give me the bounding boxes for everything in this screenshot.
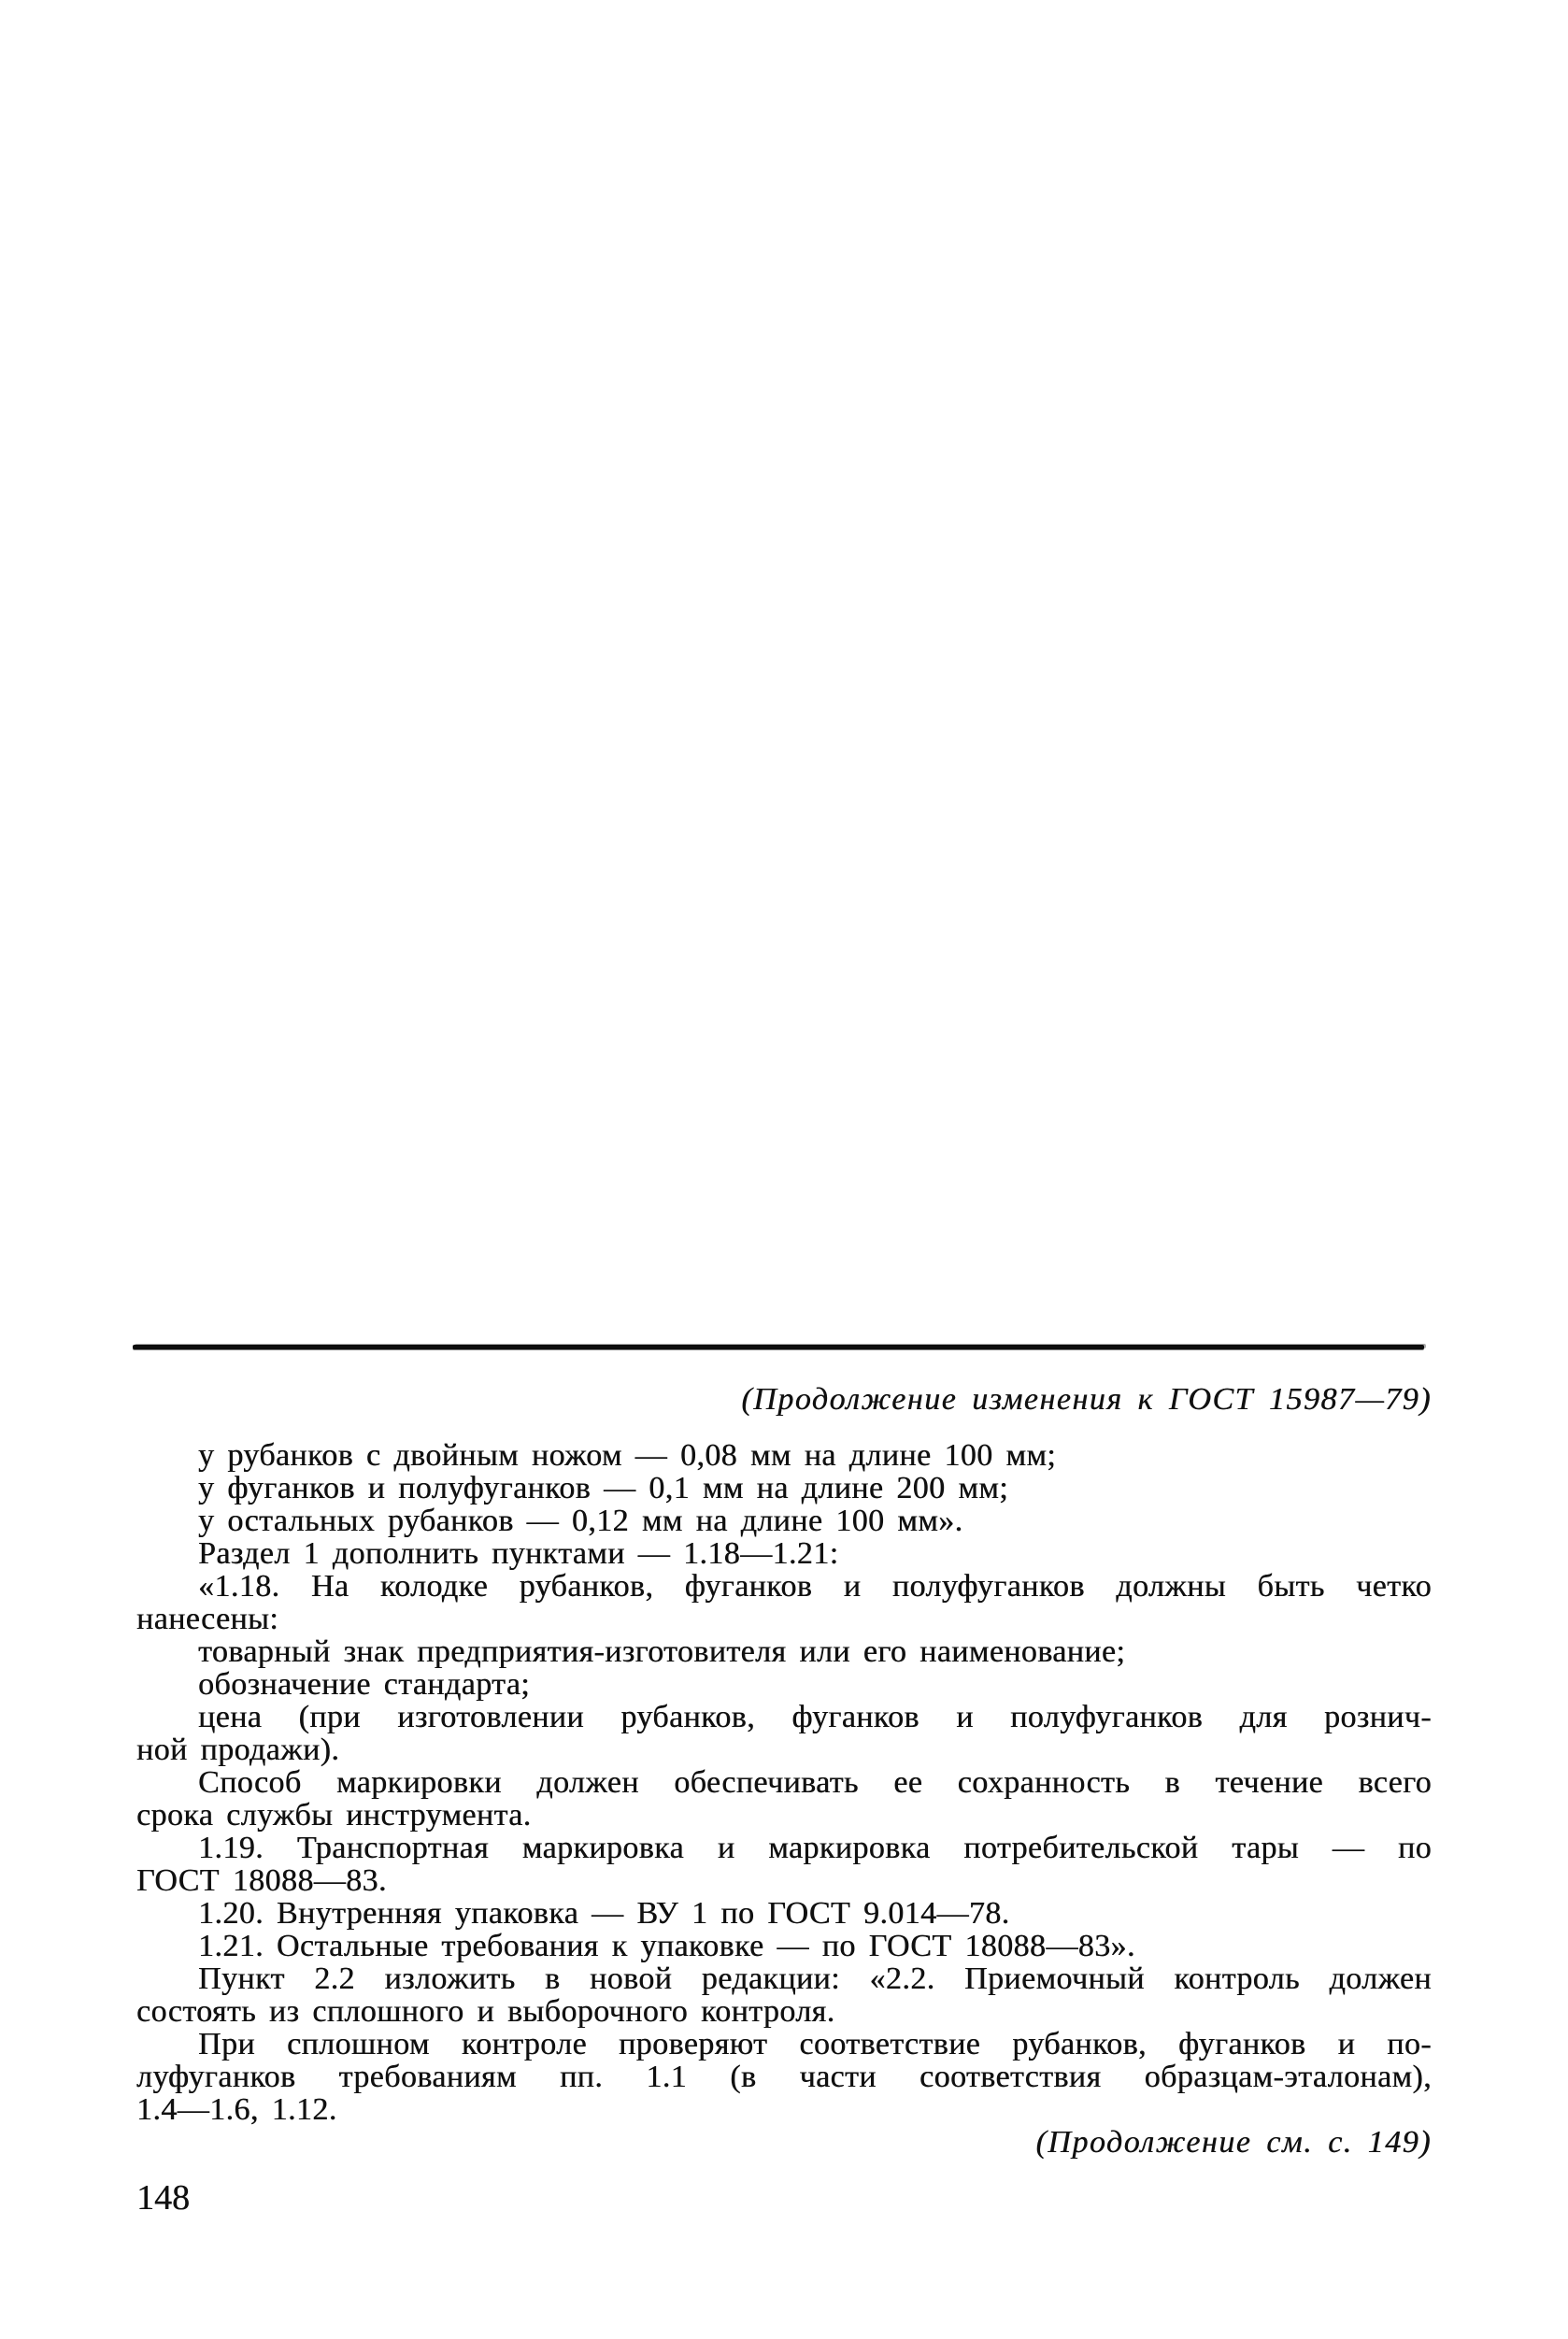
text-line: обозначение стандарта; [198,1667,531,1702]
text-line: 1.21. Остальные требования к упаковке — по ГОСТ 18088—83». [198,1929,1135,1963]
text-line: 1.20. Внутренняя упаковка — ВУ 1 по ГОСТ 9.014—78. [198,1896,1010,1931]
text-line: луфуганков требованиям пп. 1.1 (в части соответствия образцам-эталонам), [136,2060,1432,2094]
text-line: Способ маркировки должен обеспечивать ее сохранность в течение всего [198,1765,1432,1800]
continuation-footer: (Продолжение см. с. 149) [1035,2125,1432,2160]
text-line: срока службы инструмента. [136,1798,532,1833]
text-line: Раздел 1 дополнить пунктами — 1.18—1.21: [198,1536,839,1571]
text-line: товарный знак предприятия-изготовителя или его наименование; [198,1634,1126,1669]
text-line: у остальных рубанков — 0,12 мм на длине 100 мм». [198,1504,963,1538]
horizontal-rule [133,1345,1424,1349]
text-line: 1.19. Транспортная маркировка и маркировка потребительской тары — по [198,1831,1432,1865]
text-line: цена (при изготовлении рубанков, фуганков и полуфуганков для рознич- [198,1700,1432,1734]
text-line: Пункт 2.2 изложить в новой редакции: «2.2. Приемочный контроль должен [198,1961,1432,1996]
text-line: ной продажи). [136,1733,340,1767]
text-line: 1.4—1.6, 1.12. [136,2092,337,2127]
text-line: нанесены: [136,1602,279,1636]
text-line: у рубанков с двойным ножом — 0,08 мм на длине 100 мм; [198,1438,1057,1473]
text-line: «1.18. На колодке рубанков, фуганков и полуфуганков должны быть четко [198,1569,1432,1604]
text-line: состоять из сплошного и выборочного контроля. [136,1994,835,2029]
page-number: 148 [136,2178,190,2218]
text-line: у фуганков и полуфуганков — 0,1 мм на длине 200 мм; [198,1471,1009,1505]
continuation-header: (Продолжение изменения к ГОСТ 15987—79) [741,1382,1432,1417]
text-line: При сплошном контроле проверяют соответствие рубанков, фуганков и по- [198,2027,1432,2061]
document-body [136,1439,1432,2126]
text-line: ГОСТ 18088—83. [136,1863,387,1898]
